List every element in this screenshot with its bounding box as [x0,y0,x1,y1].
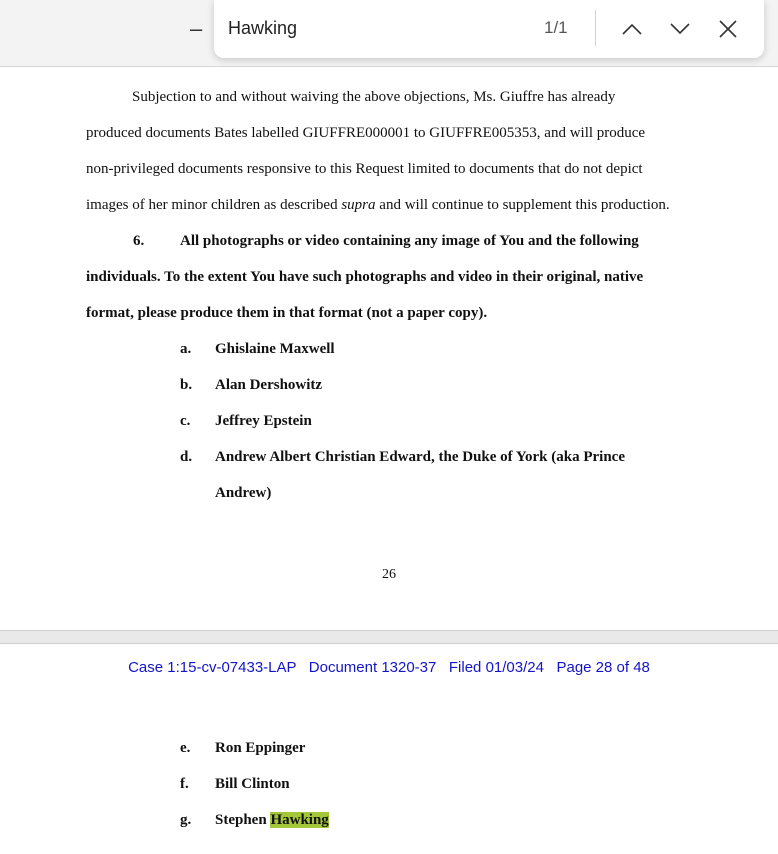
list-item-letter: b. [180,377,193,393]
filed-date: Filed 01/03/24 [448,659,544,676]
list-item-letter: d. [180,449,193,465]
paragraph-line: produced documents Bates labelled GIUFFRE000001 to GIUFFRE005353, and will produce [86,125,646,141]
paragraph-text: and will continue to supplement this production. [375,197,670,213]
match-count: 1/1 [544,18,568,37]
list-item-name [215,811,329,829]
paragraph-line: Subjection to and without waiving the above objections, Ms. Giuffre has already [132,89,616,105]
request-line: All photographs or video containing any image of You and the following [180,233,639,249]
list-item-name: Bill Clinton [215,776,290,792]
document-number: Document 1320-37 [308,659,437,676]
find-input[interactable] [228,12,528,44]
list-item-name-cont: Andrew) [215,485,272,501]
list-item-letter: f. [180,776,189,792]
case-header [0,659,778,676]
list-item-letter: c. [180,413,191,429]
paragraph-line [86,196,670,214]
list-item-letter: g. [180,812,192,828]
pdf-page-26 [0,60,778,631]
request-number: 6. [133,233,145,249]
minimize-icon[interactable]: – [190,16,203,41]
list-item-name: Andrew Albert Christian Edward, the Duke of York (aka Prince [215,449,626,465]
close-icon [718,19,738,39]
search-match-highlight: Hawking [270,812,329,828]
paragraph-text: images of her minor children as described [86,197,342,213]
list-item-name: Ghislaine Maxwell [215,341,335,357]
list-item-name: Jeffrey Epstein [215,413,312,429]
list-item-letter: e. [180,740,191,756]
request-line: individuals. To the extent You have such photographs and video in their original, native [86,269,644,285]
chevron-up-icon [621,22,643,36]
close-find-button[interactable] [712,13,744,45]
italic-supra: supra [341,197,376,213]
pdf-page-28 [0,643,778,854]
request-line: format, please produce them in that format (not a paper copy). [86,305,488,321]
list-item-name: Alan Dershowitz [215,377,323,393]
chevron-down-icon [669,22,691,36]
page-number: 26 [382,567,396,582]
previous-match-button[interactable] [616,13,648,45]
case-number: Case 1:15-cv-07433-LAP [128,659,297,676]
page-count: Page 28 of 48 [556,659,650,676]
find-bar [214,0,764,58]
paragraph-line: non-privileged documents responsive to this Request limited to documents that do not depict [86,161,643,177]
next-match-button[interactable] [664,13,696,45]
find-divider [595,10,596,46]
list-item-name: Ron Eppinger [215,740,306,756]
list-item-letter: a. [180,341,192,357]
name-first: Stephen [215,812,271,828]
